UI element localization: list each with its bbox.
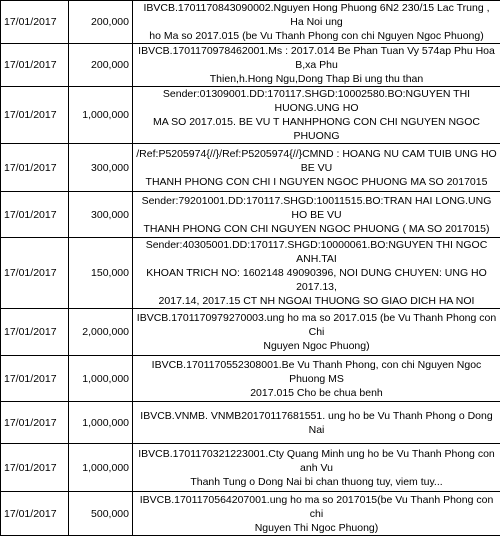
description-line: MA SO 2017.015. BE VU T HANHPHONG CON CHI NGUYEN NGOC PHUONG [136, 115, 497, 143]
description-line: 2017.015 Cho be chua benh [136, 386, 497, 400]
table-row [1, 44, 500, 87]
description-line: Thanh Tung o Dong Nai bi chan thuong tuy, viem tuy... [136, 475, 497, 489]
transaction-description [133, 492, 500, 536]
ledger-body [1, 1, 500, 536]
table-row [1, 87, 500, 144]
description-line: Sender:01309001.DD:170117.SHGD:10002580.BO:NGUYEN THI HUONG.UNG HO [136, 87, 497, 115]
description-line: Thien,h.Hong Ngu,Dong Thap Bi ung thu than [136, 72, 497, 86]
transaction-amount: 1,000,000 [69, 87, 133, 144]
transaction-amount: 1,000,000 [69, 402, 133, 444]
table-row [1, 309, 500, 356]
transaction-date: 17/01/2017 [1, 492, 69, 536]
description-line: Sender:40305001.DD:170117.SHGD:10000061.BO:NGUYEN THI NGOC ANH.TAI [136, 238, 497, 266]
description-line: IBVCB.1701170979270003.ung ho ma so 2017.015 (be Vu Thanh Phong con Chi [136, 311, 497, 339]
transaction-amount: 1,000,000 [69, 444, 133, 492]
transaction-date: 17/01/2017 [1, 356, 69, 402]
transaction-date: 17/01/2017 [1, 44, 69, 87]
transaction-date: 17/01/2017 [1, 192, 69, 238]
description-line: Sender:79201001.DD:170117.SHGD:10011515.BO:TRAN HAI LONG.UNG HO BE VU [136, 194, 497, 222]
transaction-amount: 200,000 [69, 44, 133, 87]
table-row [1, 192, 500, 238]
transaction-amount: 300,000 [69, 144, 133, 192]
table-row [1, 144, 500, 192]
description-line: IBVCB.VNMB. VNMB20170117681551. ung ho be Vu Thanh Phong o Dong Nai [136, 409, 497, 437]
transaction-description [133, 44, 500, 87]
transaction-date: 17/01/2017 [1, 444, 69, 492]
description-line: THANH PHONG CON CHI I NGUYEN NGOC PHUONG MA SO 2017015 [136, 175, 497, 189]
transaction-description [133, 309, 500, 356]
description-line: THANH PHONG CON CHI NGUYEN NGOC PHUONG ( MA SO 2017015) [136, 222, 497, 236]
table-row [1, 492, 500, 536]
transaction-description [133, 87, 500, 144]
description-line: IBVCB.1701170978462001.Ms : 2017.014 Be Phan Tuan Vy 574ap Phu Hoa B,xa Phu [136, 44, 497, 72]
description-line: IBVCB.1701170321223001.Cty Quang Minh ung ho be Vu Thanh Phong con anh Vu [136, 447, 497, 475]
transaction-description [133, 144, 500, 192]
description-line: IBVCB.1701170552308001.Be Vu Thanh Phong, con chi Nguyen Ngoc Phuong MS [136, 358, 497, 386]
table-row [1, 356, 500, 402]
transaction-amount: 500,000 [69, 492, 133, 536]
table-row [1, 402, 500, 444]
table-row [1, 238, 500, 309]
description-line: KHOAN TRICH NO: 1602148 49090396, NOI DUNG CHUYEN: UNG HO 2017.13, [136, 266, 497, 294]
transaction-amount: 2,000,000 [69, 309, 133, 356]
transaction-amount: 300,000 [69, 192, 133, 238]
transaction-date: 17/01/2017 [1, 144, 69, 192]
transaction-date: 17/01/2017 [1, 402, 69, 444]
description-line: IBVCB.1701170564207001.ung ho ma so 2017015(be Vu Thanh Phong con chi [136, 493, 497, 521]
table-row [1, 444, 500, 492]
description-line: ho Ma so 2017.015 (be Vu Thanh Phong con chi Nguyen Ngoc Phuong) [136, 29, 497, 43]
transaction-date: 17/01/2017 [1, 309, 69, 356]
transaction-amount: 150,000 [69, 238, 133, 309]
transaction-description [133, 1, 500, 44]
transaction-description [133, 402, 500, 444]
transaction-amount: 1,000,000 [69, 356, 133, 402]
transaction-description [133, 192, 500, 238]
transaction-description [133, 356, 500, 402]
transaction-description [133, 444, 500, 492]
description-line: /Ref:P5205974{//}/Ref:P5205974{//}CMND : HOANG NU CAM TUIB UNG HO BE VU [136, 147, 497, 175]
transaction-amount: 200,000 [69, 1, 133, 44]
description-line: Nguyen Thi Ngoc Phuong) [136, 521, 497, 535]
table-row [1, 1, 500, 44]
description-line: Nguyen Ngoc Phuong) [136, 339, 497, 353]
description-line: 2017.14, 2017.15 CT NH NGOAI THUONG SO GIAO DICH HA NOI [136, 294, 497, 308]
transaction-description [133, 238, 500, 309]
description-line: IBVCB.1701170843090002.Nguyen Hong Phuong 6N2 230/15 Lac Trung , Ha Noi ung [136, 1, 497, 29]
transaction-date: 17/01/2017 [1, 238, 69, 309]
transaction-date: 17/01/2017 [1, 1, 69, 44]
transaction-date: 17/01/2017 [1, 87, 69, 144]
